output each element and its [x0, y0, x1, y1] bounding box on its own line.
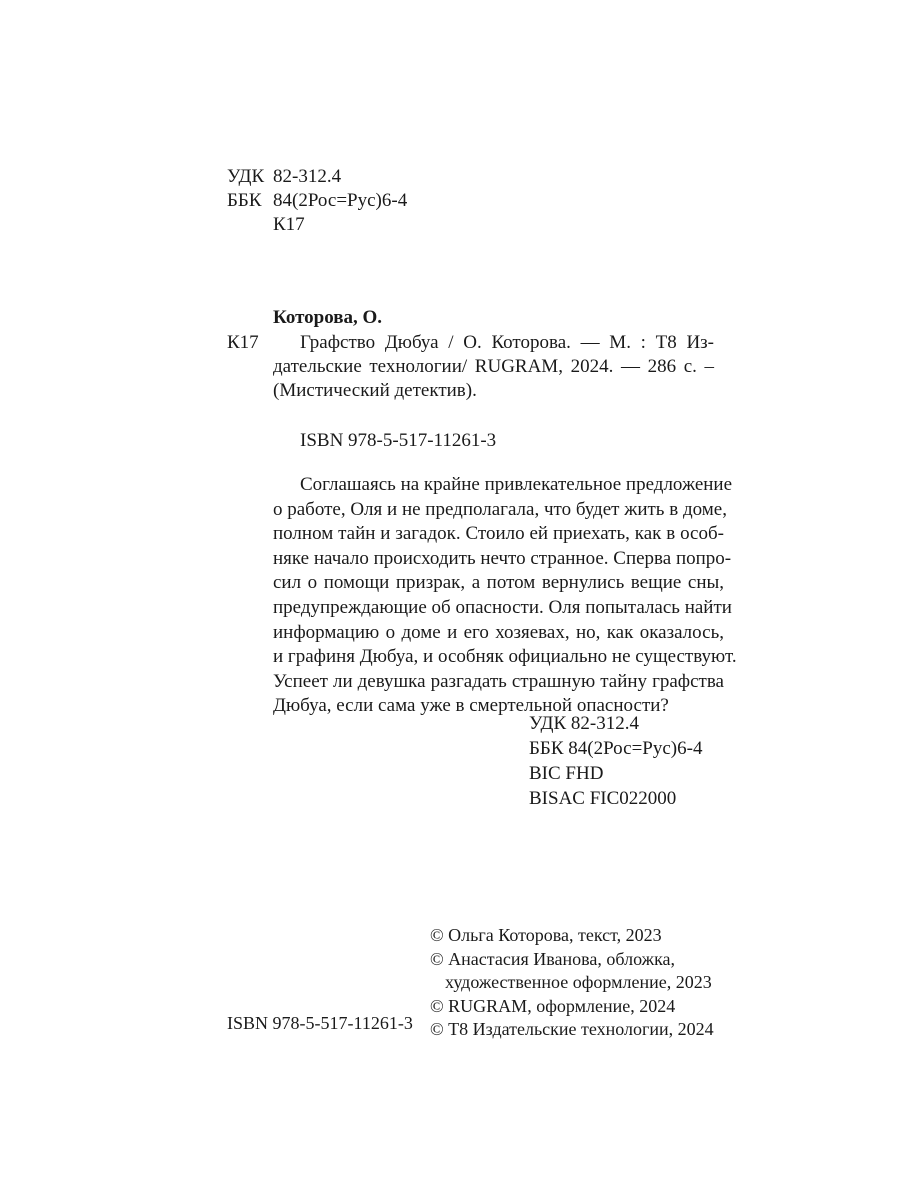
bbk-row — [227, 189, 407, 213]
call-mark: К17 — [227, 332, 259, 353]
annotation-line: предупреждающие об опасности. Оля попыталась найти — [273, 596, 732, 618]
annotation-line: и графиня Дюбуа, и особняк официально не существуют. — [273, 646, 737, 668]
copyright-line: © Анастасия Иванова, обложка, — [430, 948, 676, 969]
annotation-line: Дюбуа, если сама уже в смертельной опасности? — [273, 695, 669, 717]
biblio-line: дательские технологии/ RUGRAM, 2024. — 286 с. – — [273, 356, 714, 377]
isbn-bottom: ISBN 978-5-517-11261-3 — [227, 1013, 413, 1033]
bisac-entry: BISAC FIC022000 — [529, 788, 677, 809]
annotation-line: Соглашаясь на крайне привлекательное предложение — [300, 474, 733, 495]
top-classification-block — [227, 165, 407, 237]
copyright-line: © Т8 Издательские технологии, 2024 — [430, 1019, 714, 1039]
annotation-line: Успеет ли девушка разгадать страшную тайну графства — [273, 670, 724, 692]
udk-row — [227, 165, 407, 189]
author-mark-spacer — [227, 213, 273, 237]
bbk-label: ББК — [227, 190, 262, 211]
annotation-line: няке начало происходить нечто странное. Сперва попро- — [273, 547, 732, 569]
right-classification-block — [529, 711, 702, 811]
udk-code: 82-312.4 — [273, 166, 342, 187]
bbk-entry: ББК 84(2Рос=Рус)6-4 — [529, 738, 703, 759]
copyright-line: © RUGRAM, оформление, 2024 — [430, 995, 676, 1016]
biblio-line: Графство Дюбуа / О. Которова. — М. : Т8 Из- — [300, 332, 714, 353]
copyright-line: © Ольга Которова, текст, 2023 — [430, 925, 662, 945]
annotation-paragraph — [273, 473, 737, 719]
bic-entry: BIC FHD — [529, 763, 604, 784]
bbk-code: 84(2Рос=Рус)6-4 — [273, 190, 408, 211]
annotation-line: о работе, Оля и не предполагала, что будет жить в доме, — [273, 498, 727, 520]
annotation-line: полном тайн и загадок. Стоило ей приехать, как в особ- — [273, 523, 724, 545]
annotation-line: сил о помощи призрак, а потом вернулись вещие сны, — [273, 572, 724, 594]
udk-label: УДК — [227, 166, 265, 187]
author-mark-row — [227, 213, 407, 237]
bibliographic-description — [273, 331, 714, 403]
author-heading: Которова, О. — [273, 307, 383, 328]
annotation-line: информацию о доме и его хозяевах, но, как оказалось, — [273, 621, 724, 643]
author-mark-code: К17 — [273, 214, 305, 235]
copyright-block — [430, 924, 714, 1042]
udk-entry: УДК 82-312.4 — [529, 713, 639, 734]
biblio-line: (Мистический детектив). — [273, 380, 477, 401]
copyright-line-continued: художественное оформление, 2023 — [445, 972, 712, 992]
isbn: ISBN 978-5-517-11261-3 — [300, 430, 497, 451]
